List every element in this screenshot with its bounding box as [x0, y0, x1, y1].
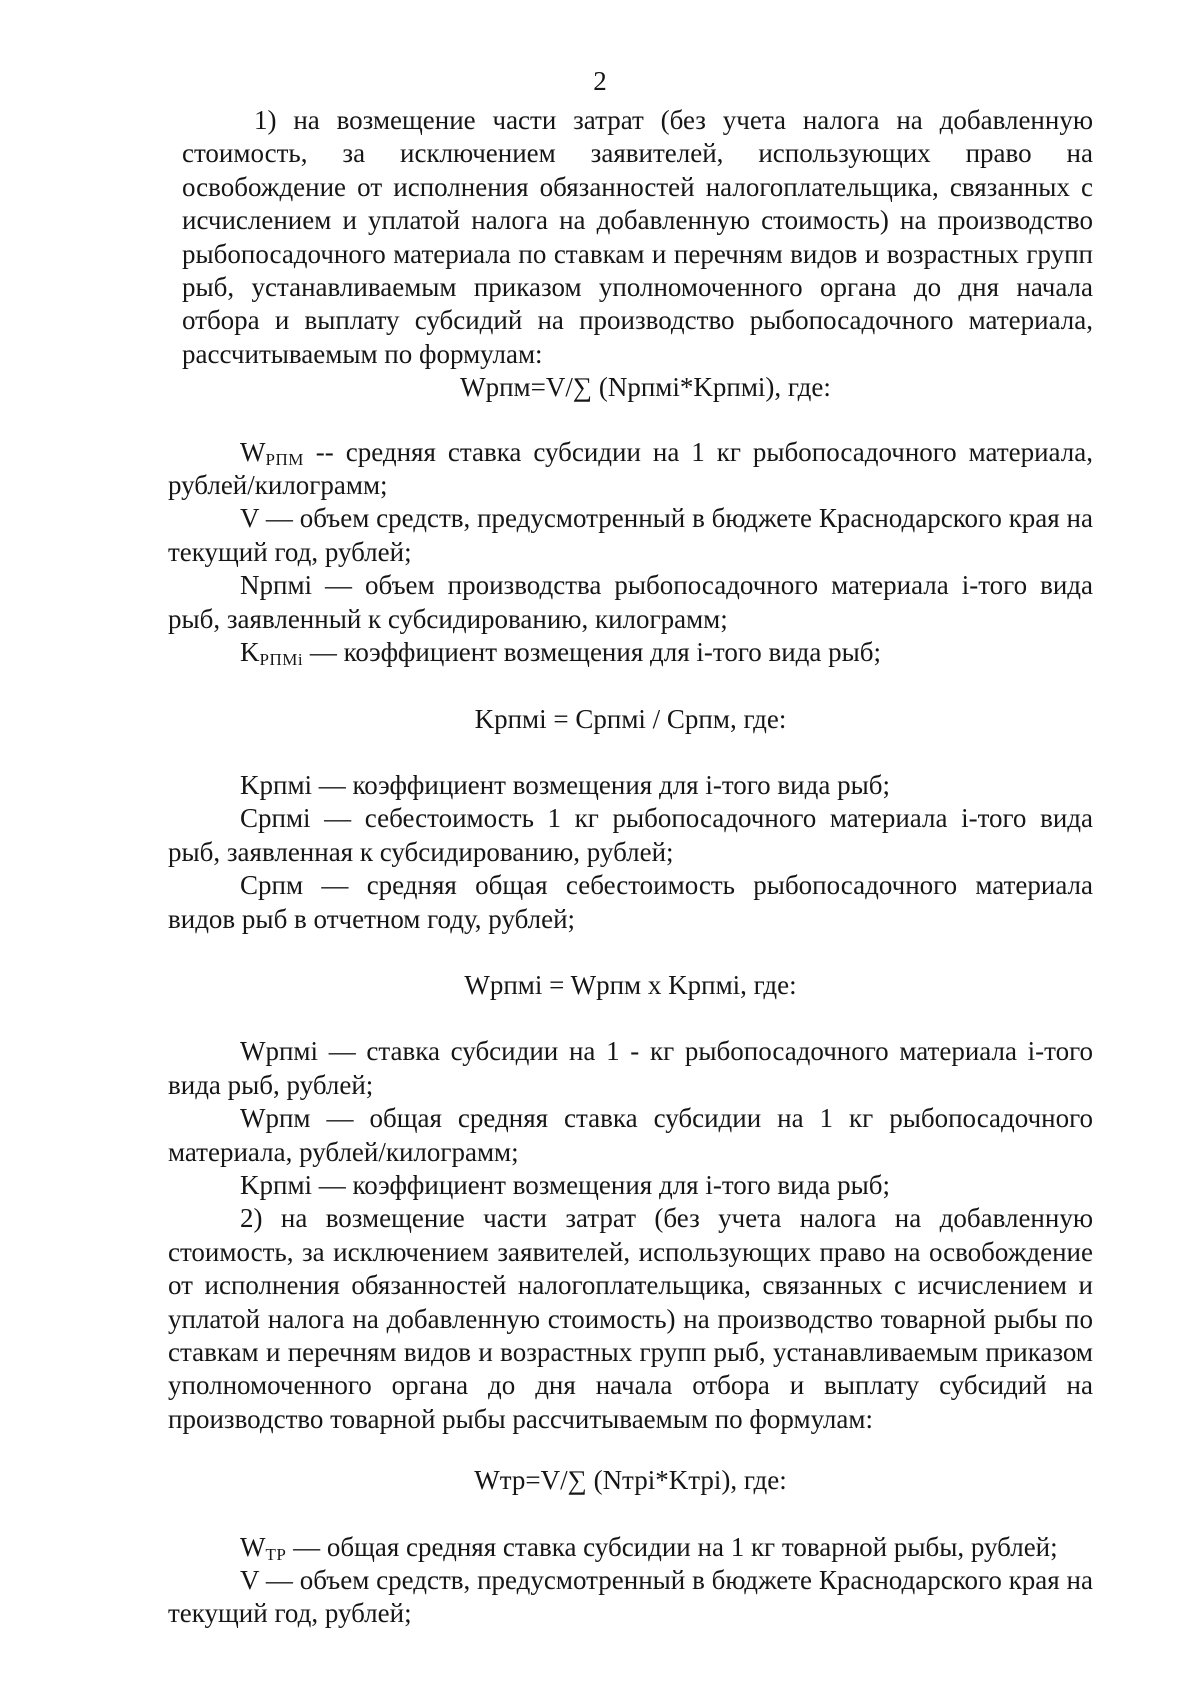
paragraph-1: 1) на возмещение части затрат (без учета налога на добавленную стоимость, за исключением заявителей, использующих право на освобождение от исполнения обязанностей налогоплательщика, связанных с исчислением и уплатой налога на добавленную стоимость) на производство рыбопосадочного материала по ставкам и перечням видов и возрастных групп рыб, устанавливаемым приказом уполномоченного органа до дня начала отбора и выплату субсидий на производство рыбопосадочного материала,: [182, 105, 1093, 336]
definition-wrpmi: Wрпмi — ставка субсидии на 1 - кг рыбопосадочного материала i-того вида рыб, рублей;: [168, 1036, 1093, 1100]
definition-krpmi-symbol: K: [240, 637, 260, 668]
definition-krpmi-2: Kрпмi — коэффициент возмещения для i-того вида рыб;: [240, 769, 890, 800]
definition-krpmi-3: Kрпмi — коэффициент возмещения для i-того вида рыб;: [240, 1169, 890, 1200]
definition-wrpm-text: -- средняя ставка субсидии на 1 кг рыбопосадочного материала, рублей/килограмм;: [168, 436, 1093, 501]
definition-krpmi: [168, 636, 1093, 669]
definition-wtr-symbol: W: [240, 1531, 266, 1562]
definition-wrpm-symbol: W: [240, 436, 266, 467]
paragraph-2: 2) на возмещение части затрат (без учета налога на добавленную стоимость, за исключением заявителей, использующих право на освобождение от исполнения обязанностей налогоплательщика, связанных с исчислением и уплатой налога на добавленную стоимость) на производство товарной рыбы по ставкам и перечням видов и возрастных групп рыб, устанавливаемым приказом уполномоченного органа до дня начала отбора и выплату субсидий на производство товарной рыбы рассчитываемым по формулам:: [168, 1203, 1093, 1434]
document-body: [168, 104, 1093, 1631]
definition-krpmi-text: — коэффициент возмещения для i-того вида рыб;: [303, 637, 882, 668]
page-number: 2: [593, 66, 607, 96]
formula-wrpm: Wрпм=V/∑ (Nрпмi*Kрпмi), где:: [460, 372, 831, 403]
definition-wtr-text: — общая средняя ставка субсидии на 1 кг товарной рыбы, рублей;: [286, 1531, 1058, 1562]
definition-wrpm-2: Wрпм — общая средняя ставка субсидии на 1 кг рыбопосадочного материала, рублей/килограмм;: [168, 1103, 1093, 1167]
formula-wtr: Wтр=V/∑ (Nтрi*Kтрi), где:: [474, 1465, 787, 1496]
definition-crpm: Cрпм — средняя общая себестоимость рыбопосадочного материала видов рыб в отчетном году, рублей;: [168, 870, 1093, 934]
definition-krpmi-subscript: РПМi: [259, 650, 304, 670]
definition-v: V — объем средств, предусмотренный в бюджете Краснодарского края на текущий год, рублей;: [168, 503, 1093, 567]
definition-nrpmi: Nрпмi — объем производства рыбопосадочного материала i-того вида рыб, заявленный к субсидированию, килограмм;: [168, 570, 1093, 634]
definition-v-2: V — объем средств, предусмотренный в бюджете Краснодарского края на текущий год, рублей;: [168, 1565, 1093, 1629]
formula-krpmi: Kрпмi = Cрпмi / Cрпм, где:: [474, 703, 787, 734]
definition-wtr: [168, 1531, 1093, 1564]
formula-wrpmi: Wрпмi = Wрпм х Kрпмi, где:: [464, 969, 797, 1000]
definition-wtr-subscript: ТР: [265, 1544, 287, 1564]
definition-wrpm: [168, 436, 1093, 503]
definition-crpmi: Cрпмi — себестоимость 1 кг рыбопосадочного материала i-того вида рыб, заявленная к субсидированию, рублей;: [168, 803, 1093, 867]
definitions-block-1: [168, 436, 1093, 1631]
paragraph-1-last-line: рассчитываемым по формулам:: [182, 338, 543, 369]
definition-wrpm-subscript: РПМ: [265, 449, 304, 469]
